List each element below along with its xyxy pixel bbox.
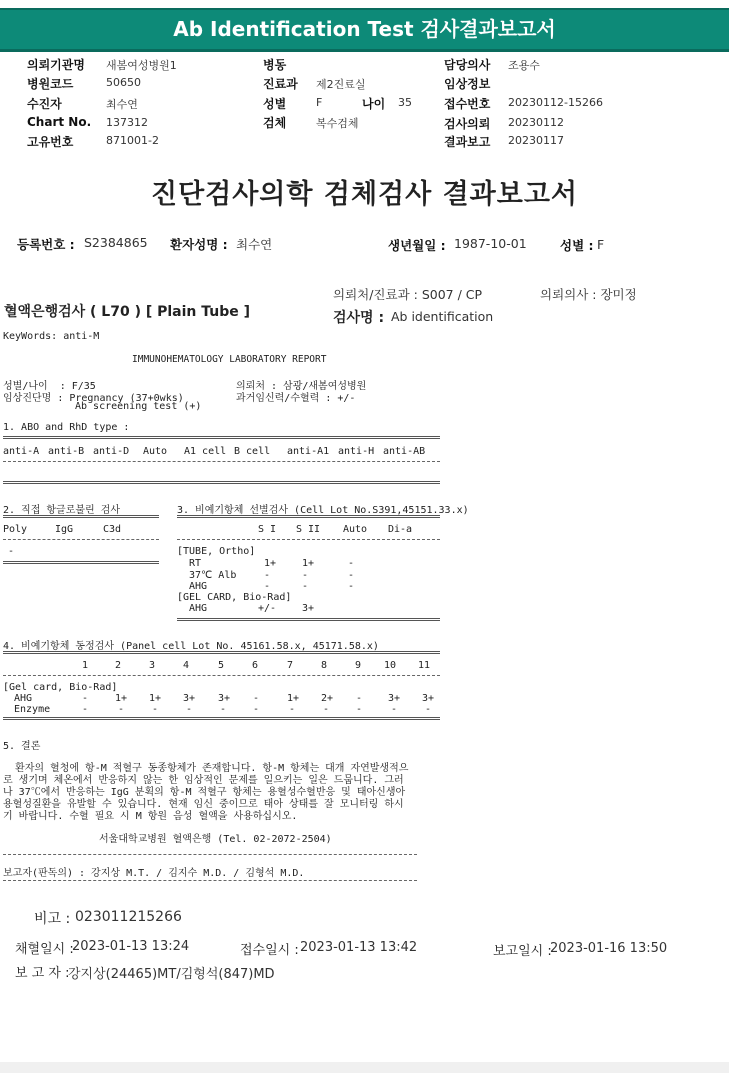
sec3-col: S II	[296, 524, 321, 535]
cell: -	[82, 704, 89, 715]
divider	[3, 717, 440, 720]
info-screen: Ab screening test (+)	[75, 401, 202, 412]
final-reporter-label: 보 고 자 :	[15, 966, 70, 981]
dob-label: 생년월일 :	[388, 238, 446, 253]
doctor-value: 조용수	[508, 59, 540, 72]
patient-sex-value: F	[597, 237, 605, 252]
cell: -	[264, 570, 271, 581]
sec4-title: 4. 비예기항체 동정검사 (Panel cell Lot No. 45161.58.x, 45171.58.x)	[3, 641, 379, 652]
receipt-value: 20230112-15266	[508, 96, 603, 109]
sec4-col: 7	[287, 660, 294, 671]
cell: -	[253, 693, 260, 704]
report-label: 결과보고	[444, 135, 491, 149]
row-label: RT	[189, 558, 202, 569]
conclusion-line: 로 생기며 체온에서 반응하지 않는 한 임상적인 문제를 일으키는 일은 드뭅니다. 그러	[3, 775, 404, 786]
cell: 3+	[422, 693, 435, 704]
conclusion-line: 나 37℃에서 반응하는 IgG 분획의 항-M 적혈구 항체는 용혈성수혈반응 및 태아신생아	[3, 787, 406, 798]
row-label: AHG	[189, 603, 208, 614]
reg-label: 등록번호 :	[17, 237, 75, 252]
request-label: 검사의뢰	[444, 117, 491, 131]
specimen-label: 검체	[263, 116, 287, 130]
cell: -	[323, 704, 330, 715]
request-value: 20230112	[508, 116, 564, 129]
sec1-col: anti-A1	[287, 446, 330, 457]
sec1-title: 1. ABO and RhD type :	[3, 422, 130, 433]
cell: -	[82, 693, 89, 704]
cell: -	[302, 581, 309, 592]
sec4-col: 8	[321, 660, 328, 671]
divider	[177, 618, 440, 621]
cell: -	[302, 570, 309, 581]
chart-label: Chart No.	[27, 115, 92, 129]
unique-value: 871001-2	[106, 134, 159, 147]
cell: +/-	[258, 603, 277, 614]
sec1-col: anti-AB	[383, 446, 426, 457]
sec5-title: 5. 결론	[3, 741, 41, 752]
keywords: KeyWords: anti-M	[3, 331, 100, 342]
cell: 3+	[388, 693, 401, 704]
code-label: 병원코드	[27, 77, 74, 91]
cell: -	[264, 581, 271, 592]
examinee-label: 수진자	[27, 97, 62, 111]
report-date-value: 2023-01-16 13:50	[550, 941, 668, 956]
divider	[177, 539, 440, 540]
conclusion-line: 용혈성질환을 유발할 수 있습니다. 현재 임신 중이므로 태아 상태를 잘 모니터링 하시	[3, 799, 404, 810]
sec1-col: anti-A	[3, 446, 40, 457]
info-diag: 임상진단명 : Pregnancy (37+0wks)	[3, 393, 184, 404]
sex-value: F	[316, 96, 323, 109]
report-value: 20230117	[508, 134, 564, 147]
collect-label: 채혈일시 :	[15, 942, 74, 957]
divider	[3, 675, 440, 676]
sec4-col: 3	[149, 660, 156, 671]
receive-label: 접수일시 :	[240, 943, 299, 958]
sec3-col: Auto	[343, 524, 368, 535]
cell: -	[356, 693, 363, 704]
cell: -	[118, 704, 125, 715]
divider	[3, 539, 159, 540]
receive-value: 2023-01-13 13:42	[300, 940, 418, 955]
divider	[3, 461, 440, 462]
reg-value: S2384865	[84, 235, 148, 250]
sec1-col: anti-H	[338, 446, 375, 457]
dept-text: 의뢰처/진료과 : S007 / CP	[333, 287, 483, 302]
patient-sex-label: 성별 :	[560, 238, 594, 253]
age-label: 나이	[362, 97, 386, 111]
sec2-col: Poly	[3, 524, 28, 535]
cell: 1+	[264, 558, 277, 569]
divider	[3, 481, 440, 484]
cell: -	[348, 558, 355, 569]
cell: -	[348, 570, 355, 581]
sec4-col: 6	[252, 660, 259, 671]
divider	[177, 515, 440, 518]
divider	[3, 651, 440, 654]
sec1-col: anti-D	[93, 446, 130, 457]
cell: 3+	[218, 693, 231, 704]
sex-label: 성별	[263, 97, 287, 111]
sec1-col: B cell	[234, 446, 271, 457]
page-bottom-bar	[0, 1062, 729, 1073]
age-value: 35	[398, 96, 412, 109]
cell: -	[391, 704, 398, 715]
sec3-title: 3. 비예기항체 선별검사 (Cell Lot No.S391,45151.33.x)	[177, 505, 469, 516]
sec3-col: S I	[258, 524, 277, 535]
sec4-group: [Gel card, Bio-Rad]	[3, 682, 118, 693]
clinical-label: 임상정보	[444, 77, 491, 91]
code-value: 50650	[106, 76, 141, 89]
sec4-col: 9	[355, 660, 362, 671]
cell: -	[152, 704, 159, 715]
info-sex: 성별/나이 : F/35	[3, 381, 96, 392]
sec1-col: A1 cell	[184, 446, 227, 457]
sec2-col: IgG	[55, 524, 74, 535]
sec4-col: 10	[384, 660, 397, 671]
cell: -	[289, 704, 296, 715]
cell: 3+	[183, 693, 196, 704]
collect-value: 2023-01-13 13:24	[72, 939, 190, 954]
lab-heading: IMMUNOHEMATOLOGY LABORATORY REPORT	[132, 354, 327, 365]
sec1-col: Auto	[143, 446, 168, 457]
cell: -	[356, 704, 363, 715]
ward-label: 병동	[263, 58, 287, 72]
sec1-col: anti-B	[48, 446, 85, 457]
divider	[3, 561, 159, 564]
report-date-label: 보고일시 :	[493, 944, 552, 959]
cell: 1+	[302, 558, 315, 569]
name-value: 최수연	[236, 237, 273, 252]
reporter-line: 보고자(판독의) : 강지상 M.T. / 김지수 M.D. / 김형석 M.D.	[3, 868, 305, 879]
row-label: AHG	[189, 581, 208, 592]
report-title: 진단검사의학 검체검사 결과보고서	[150, 179, 579, 210]
row-label: AHG	[14, 693, 33, 704]
cell: -	[220, 704, 227, 715]
cell: -	[425, 704, 432, 715]
doctor-label: 담당의사	[444, 58, 491, 72]
test-name-label: 검사명 :	[333, 310, 385, 326]
sec4-col: 11	[418, 660, 431, 671]
test-name-value: Ab identification	[391, 309, 494, 324]
cell: 1+	[287, 693, 300, 704]
test-group: 혈액은행검사 ( L70 ) [ Plain Tube ]	[4, 304, 251, 320]
cell: 2+	[321, 693, 334, 704]
sec2-col: C3d	[103, 524, 122, 535]
row-label: Enzyme	[14, 704, 51, 715]
dept-label: 진료과	[263, 77, 298, 91]
divider	[3, 854, 417, 855]
dob-value: 1987-10-01	[454, 236, 527, 251]
hospital-label: 의뢰기관명	[27, 58, 85, 72]
sec4-col: 2	[115, 660, 122, 671]
cell: 3+	[302, 603, 315, 614]
divider	[3, 515, 159, 518]
sec4-col: 1	[82, 660, 89, 671]
note-label: 비고 :	[34, 911, 71, 927]
cell: 1+	[149, 693, 162, 704]
conclusion-line: 환자의 혈청에 항-M 적혈구 동종항체가 존재합니다. 항-M 항체는 대개 자연발생적으	[3, 763, 409, 774]
unique-label: 고유번호	[27, 135, 74, 149]
sec3-group: [TUBE, Ortho]	[177, 546, 256, 557]
sec3-col: Di-a	[388, 524, 413, 535]
sec3-group: [GEL CARD, Bio-Rad]	[177, 592, 292, 603]
cell: -	[253, 704, 260, 715]
final-reporter-value: 강지상(24465)MT/김형석(847)MD	[68, 967, 275, 982]
examinee-value: 최수연	[106, 98, 138, 111]
note-value: 023011215266	[75, 909, 182, 925]
sec2-title: 2. 직접 항글로불린 검사	[3, 505, 121, 516]
specimen-value: 복수검체	[316, 117, 359, 130]
row-label: 37℃ Alb	[189, 570, 237, 581]
hospital-value: 새봄여성병원1	[106, 59, 177, 72]
banner-title: Ab Identification Test 검사결과보고서	[173, 17, 556, 41]
info-history: 과거임신력/수혈력 : +/-	[236, 393, 356, 404]
conclusion-line: 기 바랍니다. 수혈 필요 시 M 항원 음성 혈액을 사용하십시오.	[3, 811, 298, 822]
divider	[3, 436, 440, 439]
divider	[3, 880, 417, 881]
title-banner	[0, 8, 729, 52]
dept-value: 제2진료실	[316, 78, 366, 91]
sec2-value: -	[8, 546, 15, 557]
sec4-col: 4	[183, 660, 190, 671]
cell: 1+	[115, 693, 128, 704]
sec4-col: 5	[218, 660, 225, 671]
receipt-label: 접수번호	[444, 97, 491, 111]
chart-value: 137312	[106, 116, 148, 129]
cell: -	[186, 704, 193, 715]
info-requester: 의뢰처 : 삼광/새봄여성병원	[236, 381, 367, 392]
blood-bank-contact: 서울대학교병원 혈액은행 (Tel. 02-2072-2504)	[99, 834, 332, 845]
name-label: 환자성명 :	[170, 237, 228, 252]
doctor-text: 의뢰의사 : 장미정	[540, 287, 637, 302]
cell: -	[348, 581, 355, 592]
